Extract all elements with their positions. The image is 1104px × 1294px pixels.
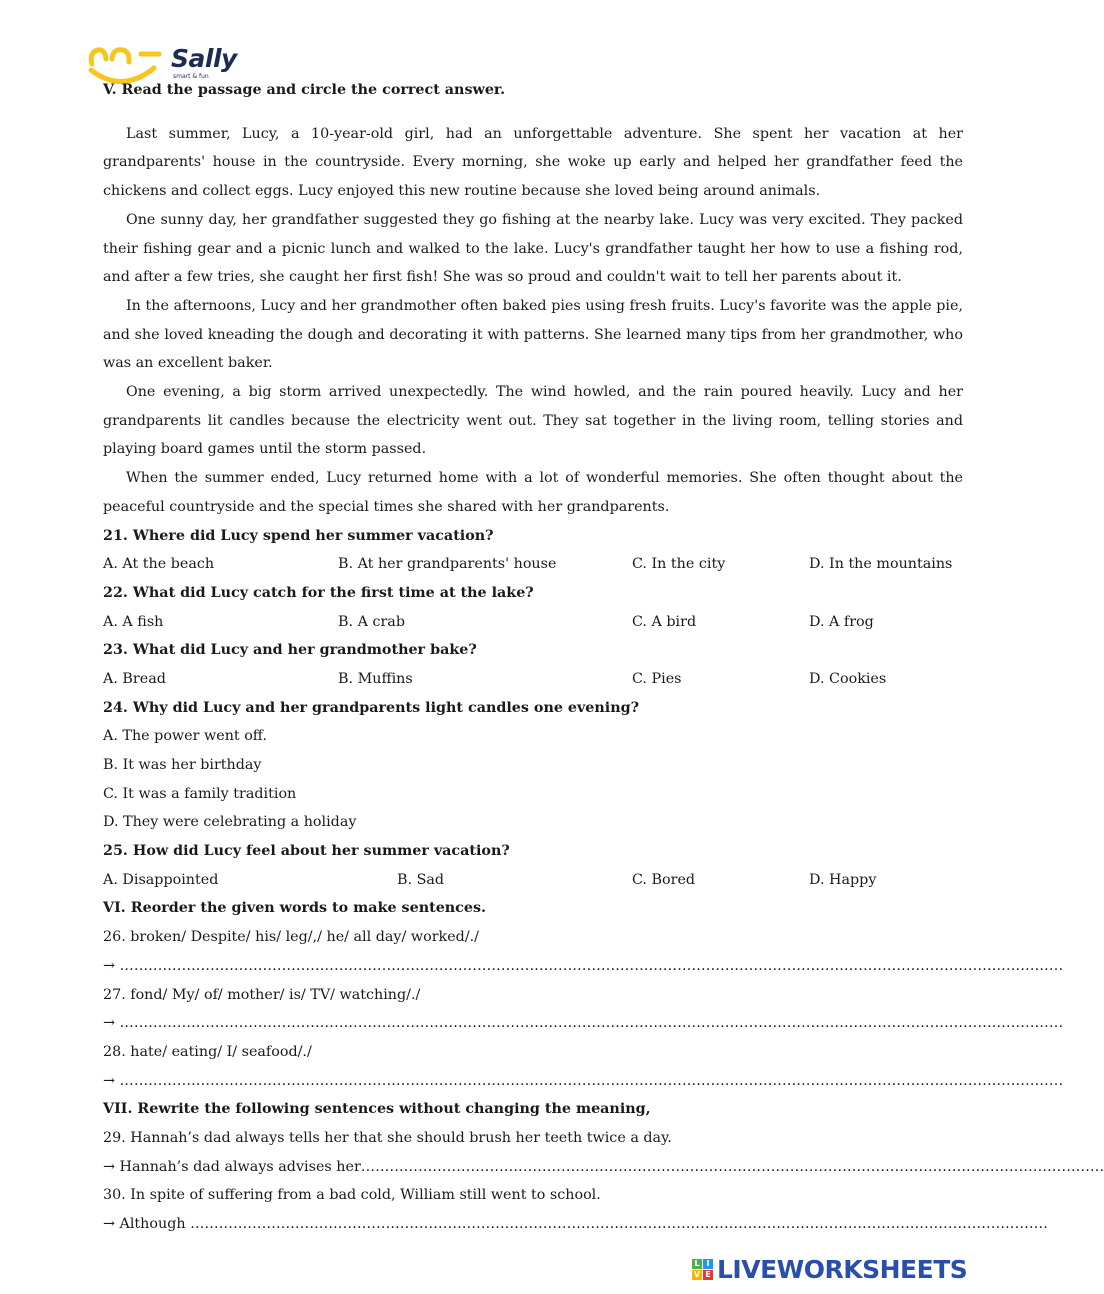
passage-paragraph: One evening, a big storm arrived unexpectedly. The wind howled, and the rain poured heavily. Lucy and her grandparents lit candles because the electricity went out. They sat together in the living room, telling stories and playing board games until the storm passed. (103, 384, 963, 458)
liveworksheets-brand: LIVEWORKSHEETS (717, 1254, 968, 1284)
options-23 (103, 665, 963, 694)
reorder-prompt-26: 26. broken/ Despite/ his/ leg/,/ he/ all day/ worked/./ (103, 929, 479, 946)
option-b[interactable]: B. Muffins (338, 670, 413, 687)
option-a[interactable]: A. A fish (103, 613, 164, 630)
liveworksheets-logo (692, 1254, 992, 1284)
worksheet (103, 76, 1104, 1239)
option-c[interactable]: C. It was a family tradition (103, 785, 297, 802)
answer-line-27[interactable]: → ……………………………………………………………………………………………………………………………………………………………………………… (103, 1015, 1064, 1032)
question-22: 22. What did Lucy catch for the first time at the lake? (103, 584, 534, 601)
option-a[interactable]: A. Disappointed (103, 871, 219, 888)
passage-paragraph: When the summer ended, Lucy returned home with a lot of wonderful memories. She often thought about the peaceful countryside and the special times she shared with her grandparents. (103, 470, 963, 515)
options-25 (103, 866, 963, 895)
option-a[interactable]: A. The power went off. (103, 728, 267, 745)
passage-paragraph: One sunny day, her grandfather suggested they go fishing at the nearby lake. Lucy was very excited. They packed their fishing gear and a picnic lunch and walked to the lake. Lucy's grandfather taught her how to use a fishing rod, and after a few tries, she caught her first fish! She was so proud and couldn't wait to tell her parents about it. (103, 211, 963, 286)
section-7-heading: VII. Rewrite the following sentences without changing the meaning, (103, 1101, 651, 1118)
passage-paragraph: In the afternoons, Lucy and her grandmother often baked pies using fresh fruits. Lucy's favorite was the apple pie, and she loved kneading the dough and decorating it with patterns. She learned many tips from her grandmother, who was an excellent baker. (103, 297, 963, 372)
answer-line-26[interactable]: → ……………………………………………………………………………………………………………………………………………………………………………… (103, 957, 1064, 974)
question-23: 23. What did Lucy and her grandmother bake? (103, 642, 477, 659)
option-c[interactable]: C. Pies (632, 670, 682, 687)
logo-tagline: smart & fun (173, 73, 209, 80)
option-c[interactable]: C. In the city (632, 556, 726, 573)
option-d[interactable]: D. A frog (809, 613, 874, 630)
passage-paragraph: Last summer, Lucy, a 10-year-old girl, had an unforgettable adventure. She spent her vacation at her grandparents' house in the countryside. Every morning, she woke up early and helped her grandfather feed the chickens and collect eggs. Lucy enjoyed this new routine because she loved being around animals. (103, 125, 963, 200)
answer-line-28[interactable]: → ……………………………………………………………………………………………………………………………………………………………………………… (103, 1072, 1064, 1089)
rewrite-prompt-30: 30. In spite of suffering from a bad cold, William still went to school. (103, 1187, 601, 1204)
option-d[interactable]: D. Happy (809, 871, 877, 888)
option-d[interactable]: D. They were celebrating a holiday (103, 814, 357, 831)
option-b[interactable]: B. A crab (338, 613, 405, 630)
liveworksheets-grid-icon: L I V E (692, 1259, 713, 1280)
reorder-prompt-28: 28. hate/ eating/ I/ seafood/./ (103, 1043, 312, 1060)
option-b[interactable]: B. It was her birthday (103, 757, 262, 774)
question-21: 21. Where did Lucy spend her summer vacation? (103, 527, 494, 544)
option-c[interactable]: C. Bored (632, 871, 696, 888)
answer-line-30[interactable]: → Although ……………………………………………………………………………………………………………………………………………………………… (103, 1216, 1048, 1233)
rewrite-prompt-29: 29. Hannah’s dad always tells her that she should brush her teeth twice a day. (103, 1129, 672, 1146)
reading-passage (103, 120, 963, 522)
option-a[interactable]: A. Bread (103, 670, 166, 687)
section-6-heading: VI. Reorder the given words to make sentences. (103, 900, 487, 917)
option-b[interactable]: B. At her grandparents' house (338, 556, 557, 573)
options-21 (103, 550, 963, 579)
option-a[interactable]: A. At the beach (103, 556, 215, 573)
question-25: 25. How did Lucy feel about her summer vacation? (103, 843, 510, 860)
logo-name: Sally (171, 44, 237, 73)
section-5-heading: V. Read the passage and circle the correct answer. (103, 82, 506, 98)
option-d[interactable]: D. In the mountains (809, 556, 953, 573)
question-24: 24. Why did Lucy and her grandparents light candles one evening? (103, 699, 640, 716)
answer-line-29[interactable]: → Hannah’s dad always advises her………………………………………………………………………………………………………………………………………… (103, 1158, 1104, 1175)
option-c[interactable]: C. A bird (632, 613, 697, 630)
option-b[interactable]: B. Sad (397, 871, 445, 888)
options-22 (103, 608, 963, 637)
option-d[interactable]: D. Cookies (809, 670, 887, 687)
reorder-prompt-27: 27. fond/ My/ of/ mother/ is/ TV/ watching/./ (103, 986, 421, 1003)
